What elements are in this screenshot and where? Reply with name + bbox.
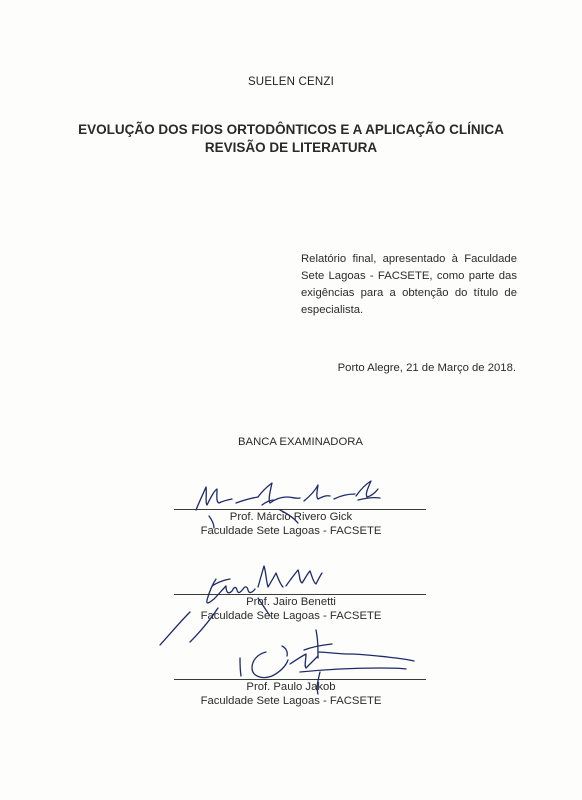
member-institution-1: Faculdade Sete Lagoas - FACSETE [200,525,382,537]
member-name-1: Prof. Márcio Rivero Gick [229,511,353,523]
document-title [40,121,542,157]
signature-line-3 [174,679,426,680]
member-institution-2: Faculdade Sete Lagoas - FACSETE [200,610,382,622]
report-description: Relatório final, apresentado à Faculdade Sete Lagoas - FACSETE, como parte das exigências para a obtenção do título de especialista. [301,253,517,316]
signature-line-2 [174,594,426,595]
signature-line-1 [174,509,426,510]
member-name-2: Prof. Jairo Benetti [246,596,336,608]
title-line-2: REVISÃO DE LITERATURA [204,140,378,155]
examining-board-heading: BANCA EXAMINADORA [238,436,363,448]
member-institution-3: Faculdade Sete Lagoas - FACSETE [200,695,382,707]
title-line-1: EVOLUÇÃO DOS FIOS ORTODÔNTICOS E A APLICAÇÃO CLÍNICA [78,122,504,137]
author-name: SUELEN CENZI [247,76,335,88]
member-name-3: Prof. Paulo Jakob [246,681,336,693]
place-and-date: Porto Alegre, 21 de Março de 2018. [337,362,516,374]
